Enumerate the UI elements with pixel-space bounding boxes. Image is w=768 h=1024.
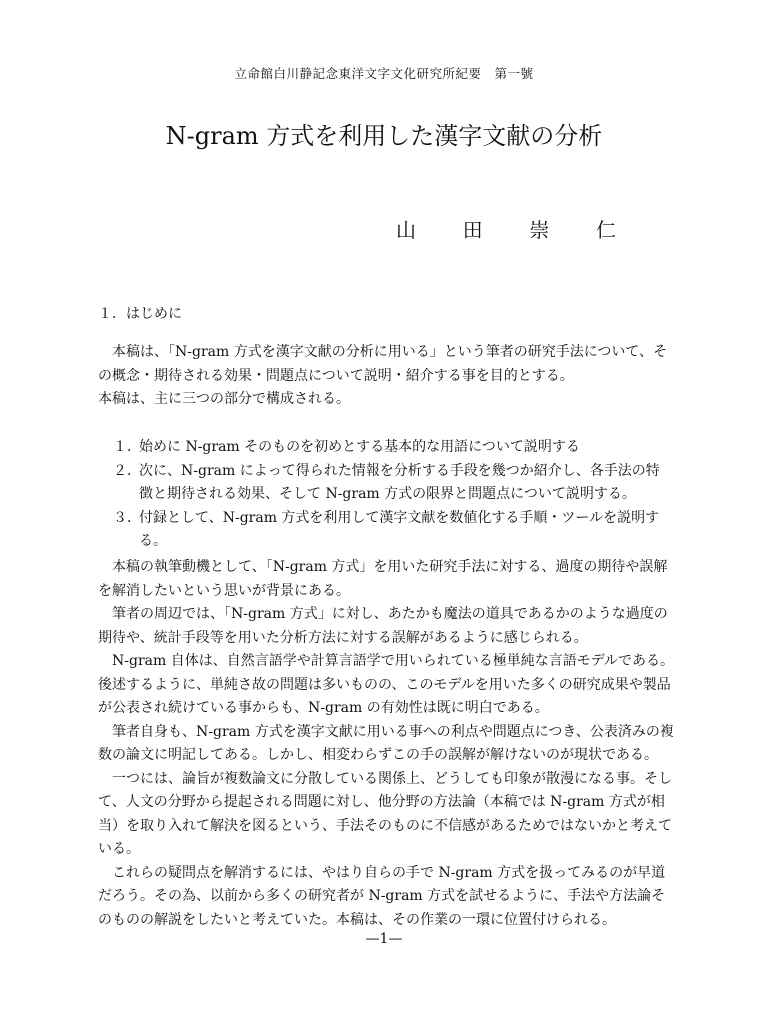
- body-text: [98, 556, 676, 932]
- structure-list: [113, 436, 673, 554]
- list-number: ２．: [113, 462, 141, 479]
- list-text: 付録として、N-gram 方式を利用して漢字文献を数値化する手順・ツールを説明する。: [139, 509, 660, 549]
- body-paragraph: 筆者自身も、N-gram 方式を漢字文献に用いる事への利点や問題点につき、公表済みの複数の論文に明記してある。しかし、相変わらずこの手の誤解が解けないのが現状である。: [98, 723, 674, 763]
- list-number: １．: [113, 439, 141, 455]
- body-paragraph: これらの疑問点を解消するには、やはり自らの手で N-gram 方式を扱ってみるのが早道だろう。その為、以前から多くの研究者が N-gram 方式を試せるように、手法や方法論そのものの解説をしたいと考えていた。本稿は、その作業の一環に位置付けられる。: [98, 864, 666, 928]
- author-char: 崇: [529, 218, 550, 242]
- list-text: 始めに N-gram そのものを初めとする基本的な用語について説明する: [139, 439, 580, 455]
- body-paragraph: 一つには、論旨が複数論文に分散している関係上、どうしても印象が散漫になる事。そして、人文の分野から提起される問題に対し、他分野の方法論（本稿では N-gram 方式が相当）を取り入れて解決を図るという、手法そのものに不信感があるためではないかと考えている。: [98, 770, 672, 857]
- list-number: ３．: [113, 509, 141, 526]
- list-item: [113, 436, 673, 460]
- page-number: —1—: [365, 931, 403, 947]
- paper-title: N-gram 方式を利用した漢字文献の分析: [165, 122, 603, 150]
- intro-paragraph: 本稿は、主に三つの部分で構成される。: [98, 391, 350, 407]
- journal-header: 立命館白川静記念東洋文字文化研究所紀要 第一號: [234, 66, 534, 81]
- section-heading: １．はじめに: [98, 306, 182, 322]
- body-paragraph: 本稿の執筆動機として、「N-gram 方式」を用いた研究手法に対する、過度の期待や誤解を解消したいという思いが背景にある。: [98, 559, 668, 599]
- list-item: [113, 460, 673, 507]
- author-char: 田: [462, 218, 483, 242]
- body-paragraph: N-gram 自体は、自然言語学や計算言語学で用いられている極単純な言語モデルである。後述するように、単純さ故の問題は多いものの、このモデルを用いた多くの研究成果や製品が公表され続けている事からも、N-gram の有効性は既に明白である。: [98, 653, 675, 716]
- intro-block: [98, 341, 676, 412]
- author-char: 山: [396, 218, 416, 242]
- list-text: 次に、N-gram によって得られた情報を分析する手段を幾つか紹介し、各手法の特徴と期待される効果、そして N-gram 方式の限界と問題点について説明する。: [139, 462, 660, 502]
- author-char: 仁: [595, 218, 616, 242]
- body-paragraph: 筆者の周辺では、「N-gram 方式」に対し、あたかも魔法の道具であるかのような過度の期待や、統計手段等を用いた分析方法に対する誤解があるように感じられる。: [98, 606, 668, 646]
- author-name: [396, 214, 616, 243]
- list-item: [113, 507, 673, 554]
- intro-paragraph: 本稿は、「N-gram 方式を漢字文献の分析に用いる」という筆者の研究手法について、その概念・期待される効果・問題点について説明・紹介する事を目的とする。: [98, 344, 668, 384]
